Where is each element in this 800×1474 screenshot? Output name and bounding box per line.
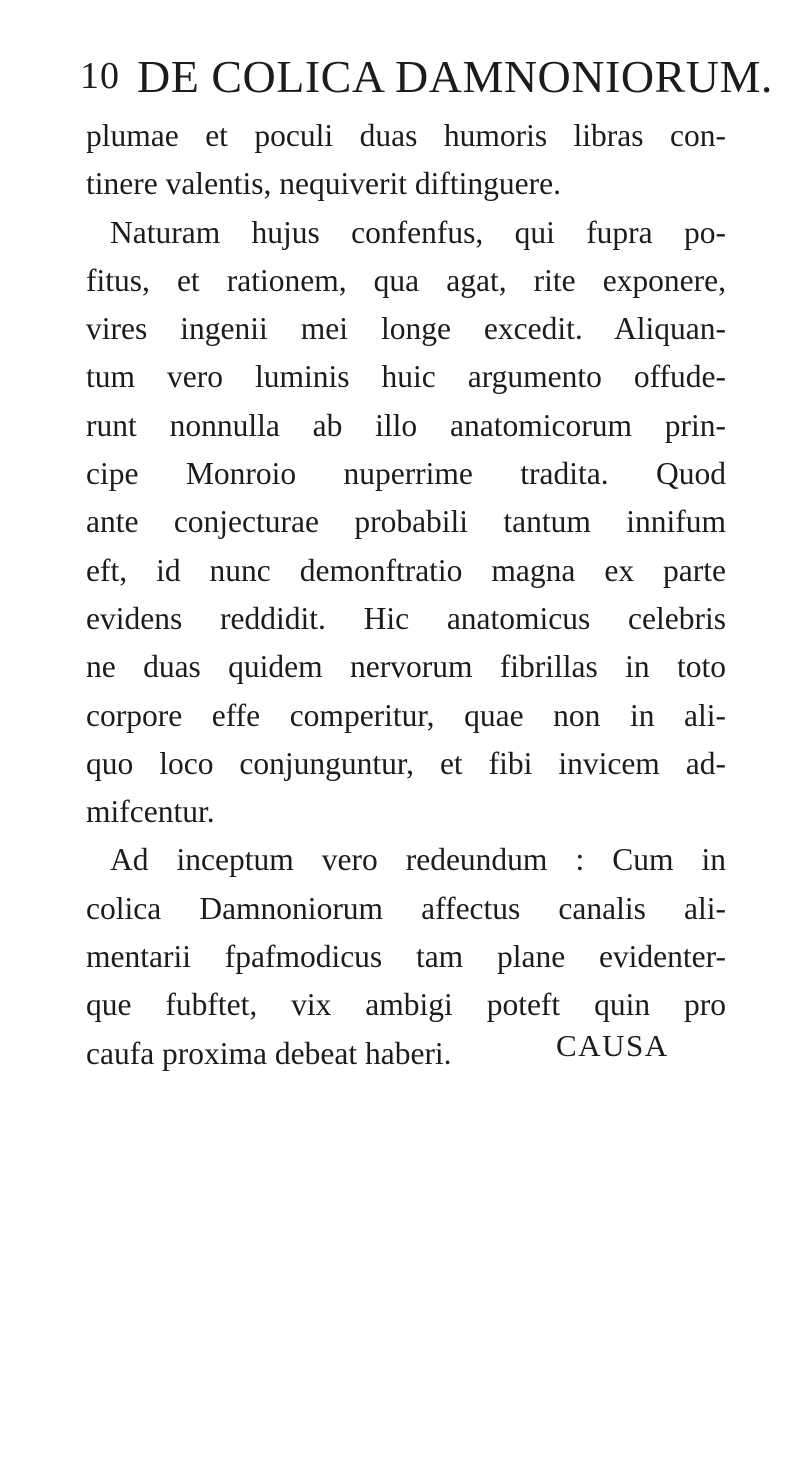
text-line: evidens reddidit. Hic anatomicus celebris [86,600,726,636]
text-line: ante conjecturae probabili tantum innifum [86,504,726,540]
text-line: fitus, et rationem, qua agat, rite exponere, [86,262,726,298]
text-line: caufa proxima debeat haberi. [86,1035,452,1071]
text-line: quo loco conjunguntur, et fibi invicem ad- [86,745,726,781]
text-line: tinere valentis, nequiverit diftinguere. [86,166,561,202]
text-line: plumae et poculi duas humoris libras con- [86,118,726,153]
text-line: mentarii fpafmodicus tam plane evidenter- [86,939,726,975]
page-number: 10 [80,55,120,97]
text-line: runt nonnulla ab illo anatomicorum prin- [86,407,726,443]
section-heading: CAUSA [556,1028,669,1063]
text-line: eft, id nunc demonftratio magna ex parte [86,552,726,588]
text-line: tum vero luminis huic argumento offude- [86,359,726,395]
text-line: Naturam hujus confenfus, qui fupra po- [110,214,726,250]
running-title: DE COLICA DAMNONIORUM. [137,51,773,102]
page-header [75,48,773,108]
text-line: corpore effe comperitur, quae non in ali- [86,697,726,733]
text-line: Ad inceptum vero redeundum : Cum in [110,842,726,878]
text-line: colica Damnoniorum affectus canalis ali- [86,890,726,926]
text-line: vires ingenii mei longe excedit. Aliquan- [86,311,726,347]
text-line: mifcentur. [86,794,215,830]
text-line: ne duas quidem nervorum fibrillas in toto [86,649,726,685]
text-line: que fubftet, vix ambigi poteft quin pro [86,987,726,1023]
body-text [86,112,726,1078]
text-line: cipe Monroio nuperrime tradita. Quod [86,456,726,492]
